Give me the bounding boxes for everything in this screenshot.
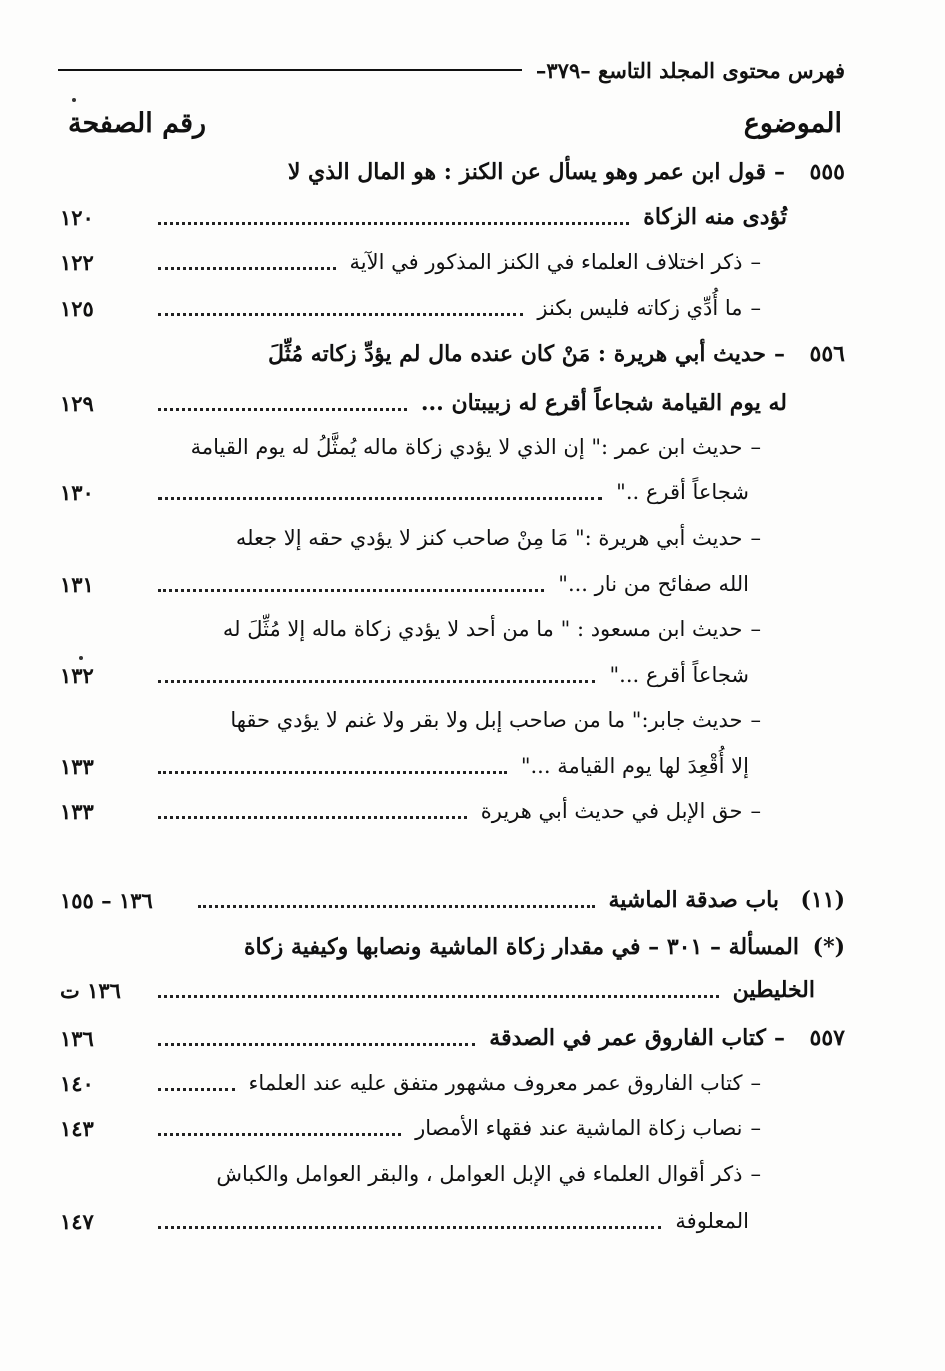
entry-row xyxy=(60,562,845,606)
entry-text: حق الإبل في حديث أبي هريرة xyxy=(480,799,743,823)
entry-row xyxy=(60,240,845,284)
column-heading-topic: الموضوع xyxy=(743,108,842,139)
entry-row xyxy=(60,1152,845,1196)
entry-row xyxy=(60,195,845,239)
leader-dots xyxy=(158,1088,235,1091)
entry-text: المسألة – ٣٠١ – في مقدار زكاة الماشية ونصابها وكيفية زكاة xyxy=(243,934,799,960)
header-title: فهرس محتوى المجلد التاسع –٣٧٩– xyxy=(535,57,845,83)
entry-dash: – xyxy=(750,435,761,459)
entry-dash: – xyxy=(750,708,761,732)
entry-page: ١٣٢ xyxy=(60,662,94,688)
entry-row xyxy=(60,1199,845,1243)
entry-number: (*) xyxy=(812,934,845,960)
entry-page: ١٤٧ xyxy=(60,1208,94,1234)
entry-text: نصاب زكاة الماشية عند فقهاء الأمصار xyxy=(415,1116,743,1140)
entry-page: ١٢٢ xyxy=(60,249,94,275)
entry-page: ١٤٠ xyxy=(60,1070,94,1096)
entry-page: ١٣٦ xyxy=(60,1025,94,1051)
leader-dots xyxy=(158,313,523,316)
leader-dots xyxy=(158,1043,475,1046)
entry-number: ٥٥٥ xyxy=(809,159,845,185)
leader-dots xyxy=(198,905,595,908)
entry-row xyxy=(60,1106,845,1150)
entry-row xyxy=(60,381,845,425)
entry-row xyxy=(60,698,845,742)
entry-text: حديث ابن عمر :" إن الذي لا يؤدي زكاة ماله يُمثَّلُ له يوم القيامة xyxy=(190,435,743,459)
entry-dash: – xyxy=(750,250,761,274)
entry-text: حديث جابر:" ما من صاحب إبل ولا بقر ولا غنم لا يؤدي حقها xyxy=(230,708,743,732)
entry-dash: – xyxy=(750,1071,761,1095)
entry-dash: – xyxy=(750,799,761,823)
header-rule xyxy=(58,69,522,71)
entry-page: ١٣٣ xyxy=(60,798,94,824)
entry-text: ذكر أقوال العلماء في الإبل العوامل ، والبقر العوامل والكباش xyxy=(216,1162,743,1186)
leader-dots xyxy=(158,1226,661,1229)
entry-number: ٥٥٧ xyxy=(809,1025,845,1051)
entry-number: ٥٥٦ xyxy=(809,341,845,367)
entry-dash: – xyxy=(774,1025,785,1051)
entry-text: كتاب الفاروق عمر معروف مشهور متفق عليه عند العلماء xyxy=(248,1071,743,1095)
entry-row xyxy=(60,789,845,833)
page-header xyxy=(58,50,845,90)
scan-speck xyxy=(79,656,83,660)
leader-dots xyxy=(158,497,602,500)
leader-dots xyxy=(158,995,719,998)
entry-row xyxy=(60,744,845,788)
leader-dots xyxy=(158,1133,401,1136)
entry-text: قول ابن عمر وهو يسأل عن الكنز : هو المال الذي لا xyxy=(287,159,766,185)
entry-dash: – xyxy=(774,341,785,367)
entry-row xyxy=(60,470,845,514)
leader-dots xyxy=(158,816,467,819)
entry-row xyxy=(60,150,845,194)
entry-text: شجاعاً أقرع .." xyxy=(616,480,749,504)
entry-page: ١٣٣ xyxy=(60,753,94,779)
entry-text: له يوم القيامة شجاعاً أقرع له زبيبتان ... xyxy=(420,390,787,416)
entry-dash: – xyxy=(750,617,761,641)
leader-dots xyxy=(158,680,595,683)
entry-page: ١٤٣ xyxy=(60,1115,94,1141)
entry-page: ١٣٦ – ١٥٥ xyxy=(60,887,153,913)
entry-page: ١٣٠ xyxy=(60,479,94,505)
leader-dots xyxy=(158,267,336,270)
entry-row xyxy=(60,607,845,651)
entry-row xyxy=(60,425,845,469)
entry-text: كتاب الفاروق عمر في الصدقة xyxy=(489,1025,766,1051)
entry-dash: – xyxy=(750,296,761,320)
entry-dash: – xyxy=(750,526,761,550)
entry-dash: – xyxy=(774,159,785,185)
entry-text: حديث ابن مسعود : " ما من أحد لا يؤدي زكاة ماله إلا مُثِّلَ له xyxy=(222,617,743,641)
leader-dots xyxy=(158,222,629,225)
entry-text: شجاعاً أقرع ..." xyxy=(609,663,749,687)
entry-text: باب صدقة الماشية xyxy=(608,887,779,913)
leader-dots xyxy=(158,589,544,592)
entry-text: حديث أبي هريرة :" مَا مِنْ صاحب كنز لا يؤدي حقه إلا جعله xyxy=(235,526,743,550)
entry-text: إلا أُقْعِدَ لها يوم القيامة ..." xyxy=(520,754,749,778)
entry-row xyxy=(60,1016,845,1060)
entry-number: (١١) xyxy=(800,887,845,913)
entry-row xyxy=(60,1061,845,1105)
entry-row xyxy=(60,286,845,330)
entry-dash: – xyxy=(750,1162,761,1186)
entry-row xyxy=(60,653,845,697)
entry-text: ما أُدِّي زكاته فليس بكنز xyxy=(537,296,743,320)
leader-dots xyxy=(158,408,407,411)
entry-dash: – xyxy=(750,1116,761,1140)
entry-page: ١٣٦ ت xyxy=(60,977,121,1003)
entry-text: المعلوفة xyxy=(675,1209,749,1233)
entry-page: ١٢٥ xyxy=(60,295,94,321)
leader-dots xyxy=(158,771,507,774)
entry-page: ١٣١ xyxy=(60,571,94,597)
entry-text: ذكر اختلاف العلماء في الكنز المذكور في الآية xyxy=(349,250,743,274)
entry-text: حديث أبي هريرة : مَنْ كان عنده مال لم يؤدِّ زكاته مُثِّلَ xyxy=(268,341,766,367)
column-heading-page: رقم الصفحة xyxy=(68,108,207,139)
entry-text: الله صفائح من نار ..." xyxy=(558,572,749,596)
entry-row xyxy=(60,925,845,969)
entry-text: تُؤدى منه الزكاة xyxy=(643,204,787,230)
scan-speck xyxy=(72,98,76,102)
entry-page: ١٢٠ xyxy=(60,204,94,230)
entry-row xyxy=(60,516,845,560)
entry-row-section xyxy=(60,878,845,922)
entry-row xyxy=(60,968,845,1012)
entry-row xyxy=(60,332,845,376)
entry-page: ١٢٩ xyxy=(60,390,94,416)
entry-text: الخليطين xyxy=(732,977,815,1003)
